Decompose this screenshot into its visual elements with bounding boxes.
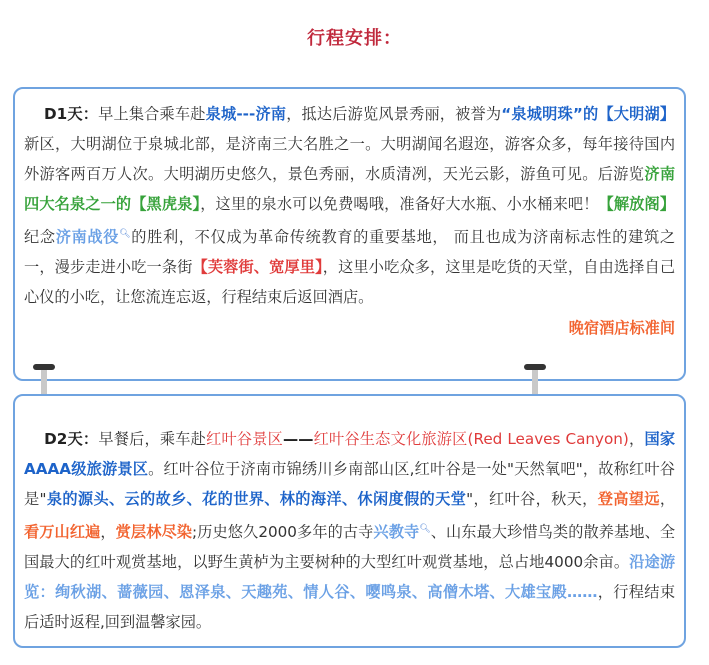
day2-slogan: 泉的源头、云的故乡、花的世界、林的海洋、休闲度假的天堂: [46, 490, 467, 508]
day1-spot-jiefangge: 【解放阁】: [598, 195, 676, 213]
day1-spot-daminghu: 【大明湖】: [598, 105, 676, 123]
day1-spot-heihuquan: 济南四大名泉之一的【黑虎泉】: [24, 165, 676, 213]
day2-card: [13, 394, 686, 648]
day2-dash: ——: [283, 430, 314, 448]
day2-paragraph: [24, 424, 675, 637]
day1-text: ，抵达后游览风景秀丽，被誉为: [286, 105, 502, 123]
day2-text: ;历史悠久2000多年的古寺: [192, 523, 374, 542]
day2-text: ，: [628, 430, 645, 448]
day2-text: 。红叶谷位于济南市锦绣川乡南部山区,红叶谷是一处"天然氧吧"，故称红叶谷是": [24, 460, 675, 508]
day2-text: ，行程结束后适时返程,回到温馨家园。: [24, 583, 675, 632]
day2-spot-hongyegu: 红叶谷景区: [206, 430, 284, 448]
day1-text: ，这里小吃众多，这里是吃货的天堂，自由选择自己心仪的小吃，让您流连忘返，行程结束后返回酒店。: [24, 258, 676, 307]
day2-text: 、山东最大珍惜鸟类的散养基地、全国最大的红叶观赏基地，以野生黄栌为主要树种的大型红叶观赏基地，总占地4000余亩。: [24, 523, 676, 572]
day2-label: D2天：: [44, 430, 99, 448]
section-title: 行程安排：: [307, 28, 402, 49]
day2-spot-eco-zone: 红叶谷生态文化旅游区: [313, 430, 468, 448]
day1-hotel: 晚宿酒店标准间: [568, 319, 675, 338]
search-icon[interactable]: 🔍︎: [119, 229, 132, 239]
day1-label: D1天：: [44, 105, 99, 123]
day1-link-jinan-battle[interactable]: 济南战役: [55, 228, 120, 247]
day2-text: "，红叶谷，秋天，: [466, 490, 598, 508]
day1-nickname: “泉城明珠”的: [501, 105, 599, 123]
day2-highlight: 登高望远: [597, 490, 660, 508]
day1-text: ，这里的泉水可以免费喝哦，准备好大水瓶、小水桶来吧！: [200, 195, 599, 213]
day2-text: 早餐后，乘车赴: [98, 430, 207, 448]
day2-rating: 国家AAAA级旅游景区: [24, 430, 676, 478]
day2-highlight: 赏层林尽染: [115, 523, 193, 542]
day1-text: 早上集合乘车赴: [98, 105, 206, 123]
day2-text: ，: [100, 523, 116, 542]
day2-text: ，: [659, 490, 675, 508]
day1-destination: 泉城---济南: [205, 105, 287, 123]
day2-english-name: (Red Leaves Canyon): [467, 430, 629, 448]
day1-text: 的胜利，不仅成为革命传统教育的重要基地， 而且也成为济南标志性的建筑之一，漫步走进小吃一条街: [24, 228, 676, 277]
day2-route: 沿途游览：绚秋湖、蔷薇园、恩泽泉、天趣苑、情人谷、嘤鸣泉、高僧木塔、大雄宝殿……: [24, 553, 676, 602]
day1-spot-furongjie: 【芙蓉街、宽厚里】: [192, 258, 323, 277]
day1-paragraph: [24, 99, 675, 312]
day1-card: [13, 87, 686, 381]
day1-text: 纪念: [24, 228, 56, 247]
search-icon[interactable]: 🔍︎: [419, 524, 431, 534]
day2-highlight: 看万山红遍: [24, 523, 101, 542]
day1-text: 新区，大明湖位于泉城北部，是济南三大名胜之一。大明湖闻名遐迩，游客众多，每年接待国内外游客两百万人次。大明湖历史悠久，景色秀丽，水质清冽，天光云影，游鱼可见。后游览: [24, 135, 675, 183]
day2-link-xingjiaosi[interactable]: 兴教寺: [373, 523, 420, 542]
